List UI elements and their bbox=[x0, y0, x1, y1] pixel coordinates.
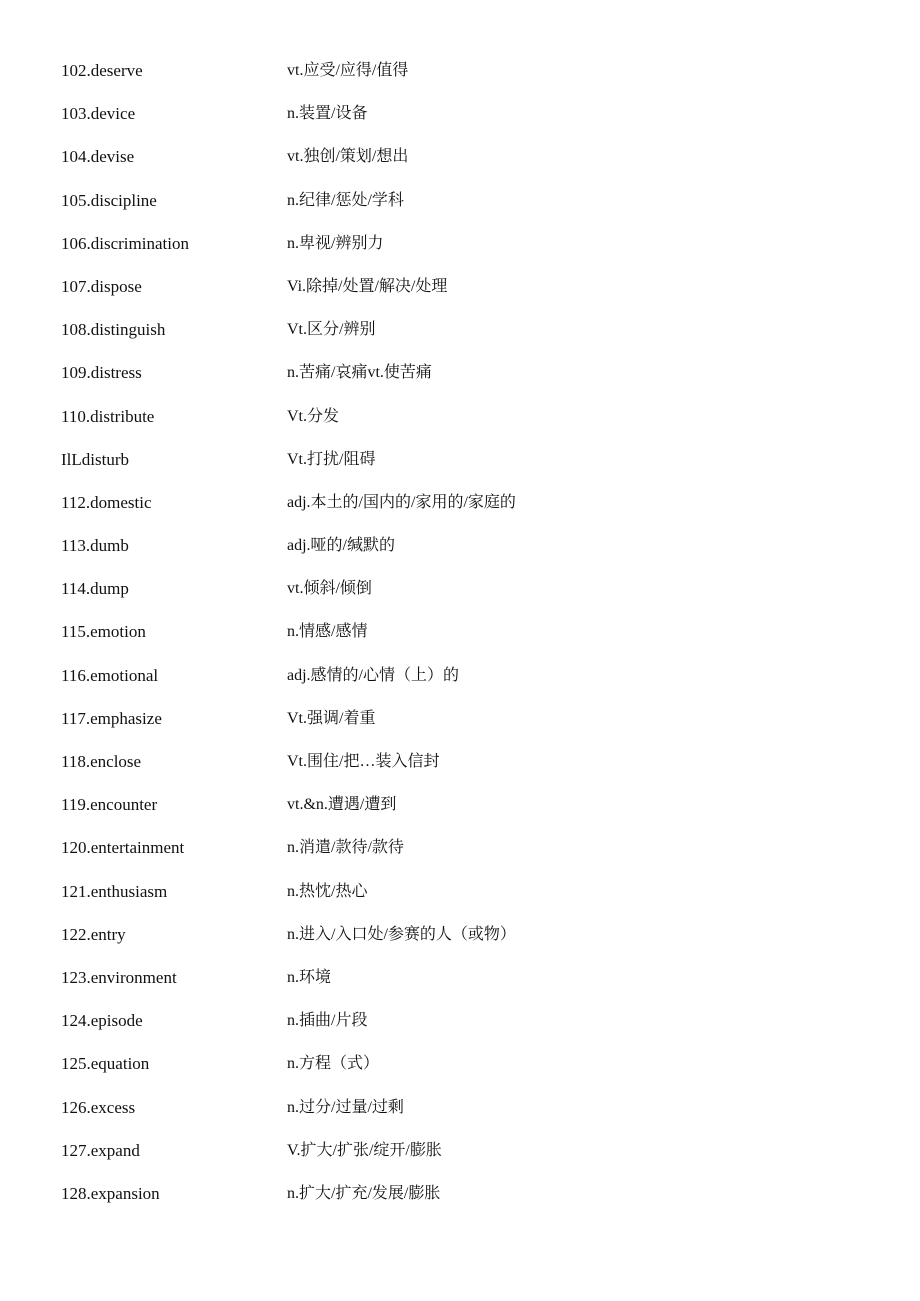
vocab-term: 115.emotion bbox=[61, 622, 146, 642]
vocab-term: 108.distinguish bbox=[61, 320, 166, 340]
vocab-definition: adj.本土的/国内的/家用的/家庭的 bbox=[287, 493, 516, 511]
vocab-entry bbox=[61, 790, 861, 833]
vocab-term: 116.emotional bbox=[61, 665, 159, 685]
vocab-definition: n.装置/设备 bbox=[287, 105, 368, 123]
vocab-definition: adj.哑的/缄默的 bbox=[287, 537, 395, 555]
vocab-entry bbox=[61, 877, 861, 920]
vocab-definition: vt.&n.遭遇/遭到 bbox=[287, 796, 397, 814]
vocab-term: 121.enthusiasm bbox=[61, 881, 168, 901]
vocab-term: 113.dumb bbox=[61, 536, 129, 556]
vocab-entry bbox=[61, 445, 861, 488]
vocab-entry bbox=[61, 617, 861, 660]
vocab-entry bbox=[61, 402, 861, 445]
vocab-term: 110.distribute bbox=[61, 406, 155, 426]
vocab-definition: vt.独创/策划/想出 bbox=[287, 148, 409, 166]
vocab-term: 126.excess bbox=[61, 1097, 136, 1117]
vocab-entry bbox=[61, 574, 861, 617]
vocab-term: 114.dump bbox=[61, 579, 129, 599]
vocab-term: 112.domestic bbox=[61, 492, 152, 512]
vocab-definition: n.环境 bbox=[287, 968, 332, 986]
vocabulary-list bbox=[61, 56, 861, 1222]
vocab-entry bbox=[61, 704, 861, 747]
vocab-definition: Vi.除掉/处置/解决/处理 bbox=[287, 277, 448, 295]
vocab-entry bbox=[61, 1136, 861, 1179]
vocab-definition: Vt.区分/辨别 bbox=[287, 321, 376, 339]
vocab-definition: vt.应受/应得/值得 bbox=[287, 62, 409, 79]
vocab-term: 102.deserve bbox=[61, 61, 143, 80]
vocab-definition: n.苦痛/哀痛vt.使苦痛 bbox=[287, 364, 432, 382]
vocab-entry bbox=[61, 1006, 861, 1049]
vocab-definition: vt.倾斜/倾倒 bbox=[287, 580, 372, 598]
vocab-definition: n.扩大/扩充/发展/膨胀 bbox=[287, 1184, 441, 1202]
vocab-entry bbox=[61, 56, 861, 99]
vocab-entry bbox=[61, 1093, 861, 1136]
vocab-definition: n.过分/过量/过剩 bbox=[287, 1098, 404, 1116]
vocab-term: 124.episode bbox=[61, 1011, 143, 1031]
vocab-entry bbox=[61, 920, 861, 963]
vocab-term: 118.enclose bbox=[61, 752, 142, 771]
vocab-definition: n.纪律/惩处/学科 bbox=[287, 191, 404, 209]
vocab-entry bbox=[61, 229, 861, 272]
vocab-term: 106.discrimination bbox=[61, 233, 189, 253]
vocab-definition: adj.感情的/心情（上）的 bbox=[287, 666, 459, 684]
vocab-term: 127.expand bbox=[61, 1140, 140, 1160]
vocab-entry bbox=[61, 272, 861, 315]
vocab-term: 103.device bbox=[61, 104, 136, 124]
vocab-definition: n.卑视/辨别力 bbox=[287, 234, 384, 252]
vocab-entry bbox=[61, 358, 861, 401]
vocab-definition: Vt.围住/把…装入信封 bbox=[287, 753, 440, 770]
vocab-definition: n.消遣/款待/款待 bbox=[287, 839, 404, 857]
vocab-definition: Vt.分发 bbox=[287, 407, 340, 425]
vocab-entry bbox=[61, 963, 861, 1006]
vocab-term: 107.dispose bbox=[61, 276, 142, 296]
vocab-entry bbox=[61, 531, 861, 574]
vocab-entry bbox=[61, 747, 861, 790]
vocab-entry bbox=[61, 1179, 861, 1222]
vocab-term: 119.encounter bbox=[61, 795, 158, 815]
vocab-term: 109.distress bbox=[61, 363, 142, 383]
vocab-entry bbox=[61, 661, 861, 704]
vocab-entry bbox=[61, 142, 861, 185]
vocab-term: 125.equation bbox=[61, 1054, 150, 1074]
vocab-term: 104.devise bbox=[61, 147, 135, 167]
vocab-term: 105.discipline bbox=[61, 190, 157, 210]
vocab-definition: Vt.强调/着重 bbox=[287, 709, 376, 727]
vocab-entry bbox=[61, 1049, 861, 1092]
vocab-entry bbox=[61, 315, 861, 358]
vocab-definition: n.插曲/片段 bbox=[287, 1012, 368, 1030]
vocab-entry bbox=[61, 488, 861, 531]
vocab-term: 117.emphasize bbox=[61, 708, 162, 728]
vocab-definition: V.扩大/扩张/绽开/膨胀 bbox=[287, 1141, 442, 1159]
vocab-entry bbox=[61, 186, 861, 229]
vocab-definition: Vt.打扰/阻碍 bbox=[287, 450, 376, 468]
vocab-definition: n.情感/感情 bbox=[287, 623, 368, 641]
vocab-term: 120.entertainment bbox=[61, 838, 185, 858]
vocab-definition: n.热忱/热心 bbox=[287, 882, 368, 900]
vocab-entry bbox=[61, 833, 861, 876]
vocab-term: 128.expansion bbox=[61, 1183, 160, 1203]
vocab-term: IlLdisturb bbox=[61, 449, 129, 469]
vocab-term: 122.entry bbox=[61, 924, 126, 944]
vocab-definition: n.进入/入口处/参赛的人（或物） bbox=[287, 925, 516, 943]
vocab-entry bbox=[61, 99, 861, 142]
vocab-definition: n.方程（式） bbox=[287, 1055, 380, 1073]
vocab-term: 123.environment bbox=[61, 967, 177, 987]
